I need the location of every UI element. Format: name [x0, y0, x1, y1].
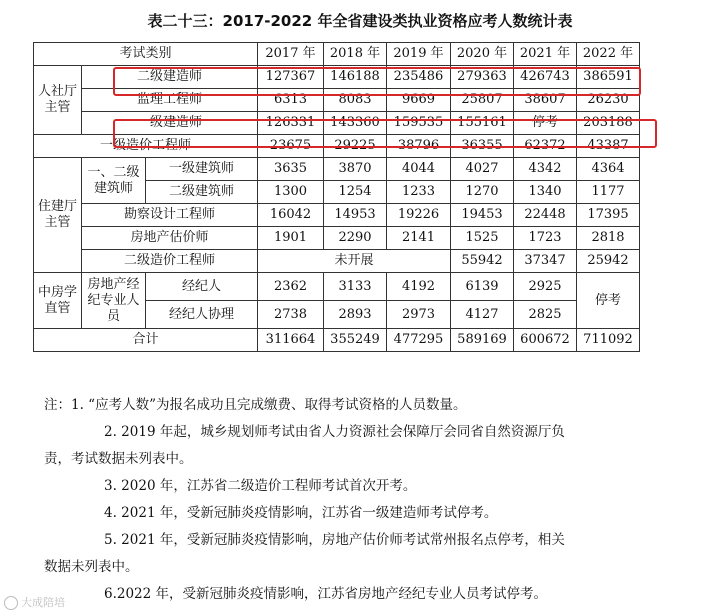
cell: 36355	[451, 135, 514, 158]
cell: 2925	[514, 273, 577, 301]
note-3: 3. 2020 年，江苏省二级造价工程师考试首次开考。	[104, 478, 417, 494]
cell: 23675	[258, 135, 324, 158]
note-6: 6.2022 年，受新冠肺炎疫情影响，江苏省房地产经纪专业人员考试停考。	[104, 586, 548, 602]
row-label: 二级建筑师	[146, 181, 258, 204]
statistics-table	[33, 42, 640, 352]
cell: 2818	[577, 227, 640, 250]
table-row	[34, 273, 640, 301]
cell: 2973	[387, 301, 451, 329]
watermark-logo-icon	[4, 596, 18, 610]
cell: 19453	[451, 204, 514, 227]
cell: 2290	[324, 227, 387, 250]
cell: 22448	[514, 204, 577, 227]
cell: 127367	[258, 66, 324, 89]
header-year: 2018 年	[324, 43, 387, 66]
cell: 477295	[387, 329, 451, 352]
cell: 126331	[258, 112, 324, 135]
table-row	[34, 135, 640, 158]
table-row	[34, 112, 640, 135]
note-1: 注：1. “应考人数”为报名成功且完成缴费、取得考试资格的人员数量。	[44, 397, 467, 413]
subgroup-architect: 一、二级 建筑师	[82, 158, 146, 204]
note-5-cont: 数据未列表中。	[44, 559, 139, 575]
row-label: 房地产估价师	[82, 227, 258, 250]
cell: 1723	[514, 227, 577, 250]
note-2: 2. 2019 年起，城乡规划师考试由省人力资源社会保障厅会同省自然资源厅负	[104, 424, 565, 440]
subgroup-agent: 房地产经 纪专业人 员	[82, 273, 146, 329]
header-year: 2020 年	[451, 43, 514, 66]
cell: 17395	[577, 204, 640, 227]
total-row	[34, 329, 640, 352]
cell: 4127	[451, 301, 514, 329]
row-label: 一级造价工程师	[34, 135, 258, 158]
row-label: 监理工程师	[82, 89, 258, 112]
watermark	[4, 594, 65, 610]
cell: 386591	[577, 66, 640, 89]
total-label: 合计	[34, 329, 258, 352]
note-5: 5. 2021 年，受新冠肺炎疫情影响，房地产估价师考试常州报名点停考，相关	[104, 532, 565, 548]
cell: 6313	[258, 89, 324, 112]
notes-section	[44, 392, 704, 608]
cell: 1233	[387, 181, 451, 204]
cell: 143360	[324, 112, 387, 135]
cell: 589169	[451, 329, 514, 352]
table-row	[34, 227, 640, 250]
table-row	[34, 89, 640, 112]
cell: 38607	[514, 89, 577, 112]
header-year: 2021 年	[514, 43, 577, 66]
row-label: 勘察设计工程师	[82, 204, 258, 227]
row-label: 一级建造师	[82, 112, 258, 135]
watermark-text: 大成陪培	[21, 596, 65, 609]
page-title: 表二十三：2017-2022 年全省建设类执业资格应考人数统计表	[147, 12, 573, 30]
cell: 203188	[577, 112, 640, 135]
cell: 25807	[451, 89, 514, 112]
cell: 4192	[387, 273, 451, 301]
cell: 4027	[451, 158, 514, 181]
cell: 4364	[577, 158, 640, 181]
cell: 355249	[324, 329, 387, 352]
table-row	[34, 66, 640, 89]
cell: 38796	[387, 135, 451, 158]
header-year: 2017 年	[258, 43, 324, 66]
cell: 711092	[577, 329, 640, 352]
cell: 6139	[451, 273, 514, 301]
suspended-cell: 停考	[577, 273, 640, 329]
cell: 2362	[258, 273, 324, 301]
cell: 29225	[324, 135, 387, 158]
cell: 3870	[324, 158, 387, 181]
group-zhongfang: 中房学 直管	[34, 273, 82, 329]
cell: 600672	[514, 329, 577, 352]
cell: 2141	[387, 227, 451, 250]
cell: 2825	[514, 301, 577, 329]
cell: 279363	[451, 66, 514, 89]
cell: 159535	[387, 112, 451, 135]
not-started-cell: 未开展	[258, 250, 451, 273]
cell: 62372	[514, 135, 577, 158]
table-row	[34, 250, 640, 273]
cell: 3635	[258, 158, 324, 181]
header-year: 2022 年	[577, 43, 640, 66]
cell: 8083	[324, 89, 387, 112]
cell: 55942	[451, 250, 514, 273]
cell: 1177	[577, 181, 640, 204]
row-label: 经纪人协理	[146, 301, 258, 329]
cell: 43387	[577, 135, 640, 158]
cell: 3133	[324, 273, 387, 301]
header-year: 2019 年	[387, 43, 451, 66]
row-label: 二级建造师	[82, 66, 258, 89]
row-label: 一级建筑师	[146, 158, 258, 181]
cell: 19226	[387, 204, 451, 227]
cell: 1270	[451, 181, 514, 204]
cell: 2893	[324, 301, 387, 329]
cell: 16042	[258, 204, 324, 227]
cell: 1901	[258, 227, 324, 250]
cell: 25942	[577, 250, 640, 273]
note-4: 4. 2021 年，受新冠肺炎疫情影响，江苏省一级建造师考试停考。	[104, 505, 498, 521]
cell: 停考	[514, 112, 577, 135]
table-row	[34, 158, 640, 181]
cell: 26230	[577, 89, 640, 112]
row-label: 经纪人	[146, 273, 258, 301]
cell: 4044	[387, 158, 451, 181]
cell: 37347	[514, 250, 577, 273]
cell: 1300	[258, 181, 324, 204]
cell: 9669	[387, 89, 451, 112]
cell: 235486	[387, 66, 451, 89]
cell: 426743	[514, 66, 577, 89]
row-label: 二级造价工程师	[82, 250, 258, 273]
cell: 1525	[451, 227, 514, 250]
group-renshe: 人社厅 主管	[34, 66, 82, 135]
group-zhujian: 住建厅 主管	[34, 158, 82, 273]
header-category: 考试类别	[34, 43, 258, 66]
cell: 146188	[324, 66, 387, 89]
header-row	[34, 43, 640, 66]
cell: 311664	[258, 329, 324, 352]
cell: 4342	[514, 158, 577, 181]
cell: 155161	[451, 112, 514, 135]
cell: 14953	[324, 204, 387, 227]
table-row	[34, 204, 640, 227]
note-2-cont: 责，考试数据未列表中。	[44, 451, 193, 467]
cell: 2738	[258, 301, 324, 329]
cell: 1340	[514, 181, 577, 204]
cell: 1254	[324, 181, 387, 204]
